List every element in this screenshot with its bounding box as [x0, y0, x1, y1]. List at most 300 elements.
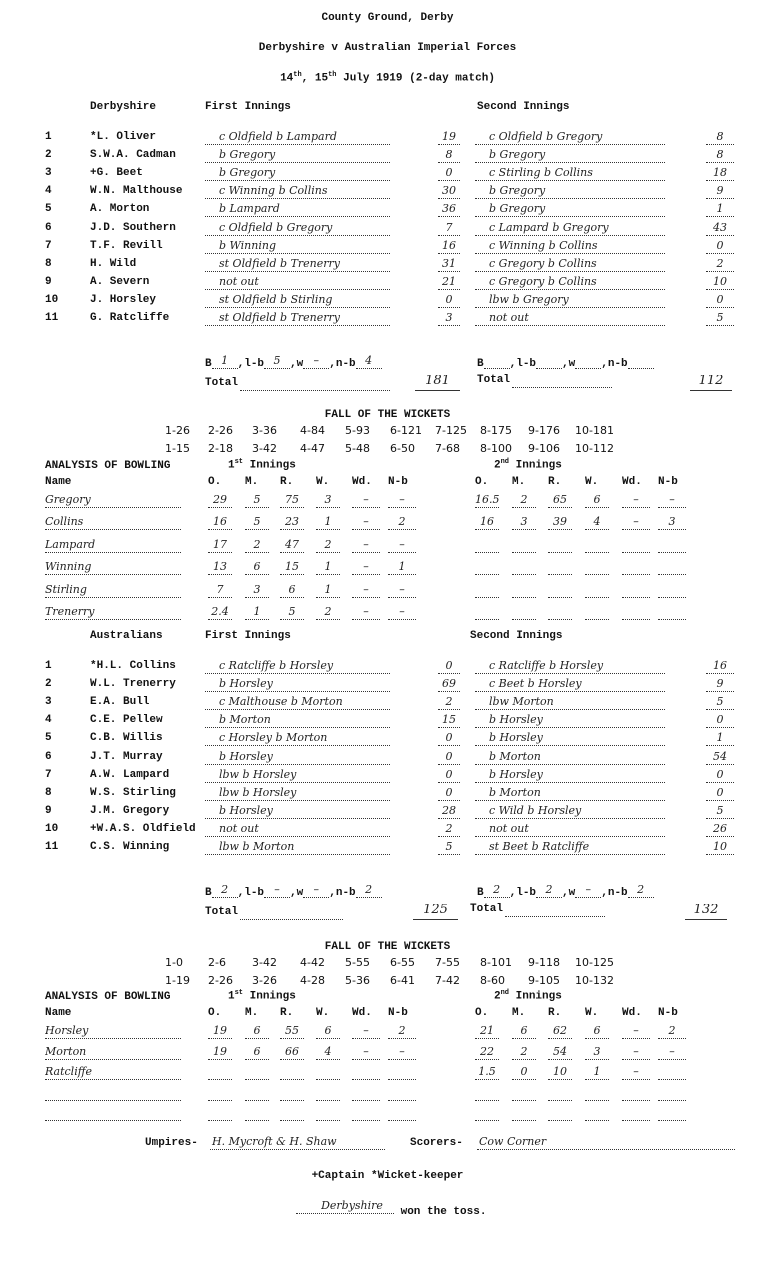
bowling-column-heading: W. [585, 1007, 599, 1019]
total-first-innings-value: 125 [423, 904, 448, 917]
bowling-figure [512, 584, 536, 598]
bowling-figure-value: 2 [398, 1025, 406, 1037]
bowler-name [45, 1087, 181, 1101]
bowling-figure-value: – [669, 1045, 675, 1058]
total-leader [240, 377, 390, 391]
bowling-figure [548, 539, 572, 553]
first-innings-heading: First Innings [205, 101, 291, 113]
bowling-figure [622, 539, 650, 553]
bowling-figure [475, 1046, 499, 1060]
bowling-figure [280, 584, 304, 598]
bowler-name-value: Collins [45, 516, 84, 529]
scorers-value: Cow Corner [479, 1136, 547, 1148]
batsman-name: W.S. Stirling [90, 786, 176, 799]
bowling-figure [245, 1087, 269, 1101]
dismissal-first-innings-value: st Oldfield b Trenerry [219, 257, 341, 270]
bowling-figure [280, 561, 304, 575]
bowling-figure [280, 1066, 304, 1080]
bowler-name-value: Gregory [45, 494, 91, 506]
bowling-figure-value: – [363, 606, 369, 618]
dismissal-first-innings [205, 714, 390, 728]
bowling-figure [658, 584, 686, 598]
bowling-figure [245, 606, 269, 620]
bowling-figure-value: 55 [285, 1025, 299, 1037]
batting-position: 4 [45, 185, 52, 198]
dismissal-second-innings-value: c Gregory b Collins [489, 275, 597, 288]
bowling-figure [316, 561, 340, 575]
bowling-figure [548, 1046, 572, 1060]
runs-first-innings [438, 149, 460, 163]
bowler-name-value: Lampard [45, 538, 96, 551]
extras-label: n-b [335, 358, 356, 370]
inn-no: 1 [228, 990, 235, 1003]
extras-label: w [568, 887, 576, 899]
fall-of-wicket: 3-42 [252, 442, 277, 455]
bowling-figure [316, 539, 340, 553]
bowling-figure [658, 561, 686, 575]
bowling-figure-value: 62 [553, 1025, 567, 1037]
extras-value-field [575, 355, 601, 369]
match-date: 14th, 15th July 1919 (2-day match) [280, 71, 495, 85]
bowling-figure [352, 1066, 380, 1080]
runs-first-innings-value: 69 [442, 678, 456, 691]
dismissal-first-innings [205, 805, 390, 819]
won-toss-label: won the toss. [400, 1206, 487, 1218]
dismissal-second-innings [475, 131, 665, 145]
bowling-figure [208, 494, 232, 508]
bowling-figure [622, 584, 650, 598]
dismissal-second-innings-value: c Lampard b Gregory [489, 221, 609, 234]
inn-no: 2 [494, 990, 501, 1003]
runs-second-innings [706, 805, 734, 819]
batting-position: 8 [45, 786, 52, 799]
total-label: Total [477, 374, 511, 386]
bowling-column-heading: Wd. [352, 476, 372, 488]
runs-first-innings-value: 0 [445, 732, 453, 745]
bowling-second-innings-heading [494, 989, 562, 1003]
runs-first-innings-value: 0 [445, 768, 453, 781]
runs-second-innings-value: 26 [713, 822, 727, 835]
dismissal-second-innings-value: b Morton [489, 750, 541, 763]
fall-of-wicket: 9-106 [528, 442, 560, 455]
bowling-figure [245, 1025, 269, 1039]
batsman-name: C.E. Pellew [90, 714, 163, 727]
runs-first-innings-value: 21 [442, 275, 456, 288]
extras-value: 2 [493, 884, 501, 896]
extras-value: 1 [221, 355, 229, 367]
legend: +Captain *Wicket-keeper [311, 1170, 464, 1182]
dismissal-second-innings-value: c Gregory b Collins [489, 257, 597, 270]
extras-value: 2 [545, 884, 553, 896]
runs-second-innings-value: 54 [713, 750, 727, 763]
bowler-name [45, 1046, 181, 1060]
extras-value-field [303, 884, 329, 898]
fall-of-wicket: 6-121 [390, 424, 422, 437]
extras-value-field [484, 355, 510, 369]
bowling-figure [316, 1087, 340, 1101]
dismissal-first-innings-value: c Oldfield b Lampard [219, 131, 337, 143]
runs-second-innings [706, 751, 734, 765]
dismissal-first-innings-value: b Lampard [219, 203, 280, 216]
runs-second-innings-value: 0 [716, 768, 724, 781]
runs-first-innings [438, 131, 460, 145]
fall-of-wicket: 5-48 [345, 442, 370, 455]
runs-first-innings [438, 678, 460, 692]
bowling-figure [475, 584, 499, 598]
bowling-figure [512, 516, 536, 530]
bowling-first-innings-heading [228, 458, 296, 472]
bowling-figure-value: 65 [553, 494, 567, 506]
fall-of-wicket: 5-36 [345, 974, 370, 987]
runs-second-innings [706, 823, 734, 837]
bowling-figure-value: 17 [213, 538, 227, 551]
dismissal-second-innings [475, 787, 665, 801]
extras-value-field [536, 355, 562, 369]
dismissal-first-innings [205, 841, 390, 855]
bowling-figure [280, 539, 304, 553]
bowling-figure [585, 606, 609, 620]
batting-position: 4 [45, 714, 52, 727]
runs-first-innings-value: 16 [442, 239, 456, 252]
runs-second-innings [706, 185, 734, 199]
extras-value: 2 [221, 884, 229, 896]
fall-of-wicket: 2-6 [208, 956, 226, 969]
runs-first-innings [438, 732, 460, 746]
runs-second-innings-value: 0 [716, 293, 724, 306]
runs-first-innings [438, 276, 460, 290]
bowling-column-heading: O. [475, 1007, 489, 1019]
fall-of-wicket: 8-101 [480, 956, 512, 969]
bowling-column-heading: W. [585, 476, 599, 488]
fall-of-wicket: 5-93 [345, 424, 370, 437]
inn-sup: nd [500, 458, 510, 466]
bowling-figure [280, 1025, 304, 1039]
fall-of-wicket: 6-50 [390, 442, 415, 455]
inn-no: 2 [494, 459, 501, 472]
dismissal-first-innings [205, 294, 390, 308]
extras-line-1: B 2 ,l-b – ,w – ,n-b 2 [205, 881, 382, 899]
total-leader [512, 374, 612, 388]
extras-value-field [356, 355, 382, 369]
dismissal-first-innings [205, 823, 390, 837]
date-sup: th [328, 71, 337, 79]
batsman-name: J.M. Gregory [90, 804, 170, 817]
dismissal-second-innings [475, 769, 665, 783]
batting-position: 9 [45, 804, 52, 817]
total-second-innings [690, 375, 732, 391]
bowling-figure [658, 1025, 686, 1039]
extras-value-field [212, 355, 238, 369]
extras-label: B [205, 887, 212, 899]
batting-position: 8 [45, 257, 52, 270]
runs-first-innings-value: 0 [445, 167, 453, 180]
runs-second-innings-value: 16 [713, 660, 727, 672]
bowling-figure [622, 1087, 650, 1101]
bowling-figure [280, 606, 304, 620]
fall-of-wicket: 1-0 [165, 956, 183, 969]
dismissal-second-innings-value: not out [489, 822, 529, 835]
bowling-figure [585, 516, 609, 530]
bowler-name [45, 539, 181, 553]
bowling-figure [388, 1087, 416, 1101]
bowling-figure-value: – [633, 1066, 639, 1078]
bowling-first-innings-heading [228, 989, 296, 1003]
second-innings-heading: Second Innings [477, 101, 570, 113]
extras-value-field [484, 884, 510, 898]
fall-of-wicket: 10-132 [575, 974, 614, 987]
extras-label: w [296, 887, 304, 899]
umpires-field [210, 1136, 385, 1150]
date-day1: 14 [280, 72, 294, 85]
bowling-figure [512, 1066, 536, 1080]
bowling-figure-value: – [399, 494, 405, 506]
dismissal-first-innings [205, 660, 390, 674]
batting-position: 3 [45, 167, 52, 180]
runs-second-innings [706, 714, 734, 728]
fall-of-wicket: 3-42 [252, 956, 277, 969]
first-innings-heading: First Innings [205, 630, 291, 642]
bowling-figure [548, 606, 572, 620]
bowling-figure-value: 4 [593, 516, 601, 529]
dismissal-second-innings-value: lbw Morton [489, 696, 554, 709]
batsman-name: C.S. Winning [90, 841, 170, 853]
batting-position: 1 [45, 131, 52, 143]
bowling-figure [280, 1107, 304, 1121]
bowling-figure [585, 1025, 609, 1039]
bowling-figure-value: 6 [324, 1025, 332, 1037]
runs-second-innings-value: 2 [716, 257, 724, 270]
dismissal-second-innings [475, 222, 665, 236]
extras-line-1: B 1 ,l-b 5 ,w – ,n-b 4 [205, 352, 382, 370]
toss-winner: Derbyshire [321, 1200, 383, 1212]
runs-first-innings-value: 15 [442, 714, 456, 727]
extras-label: B [477, 887, 484, 899]
runs-second-innings-value: 0 [716, 714, 724, 727]
bowling-column-heading: M. [245, 476, 259, 488]
bowling-column-heading: W. [316, 1007, 330, 1019]
bowling-figure [352, 539, 380, 553]
runs-second-innings-value: 5 [716, 804, 724, 817]
bowling-column-heading: N-b [388, 476, 408, 488]
runs-first-innings [438, 294, 460, 308]
inn-label: Innings [515, 459, 562, 472]
batsman-name: E.A. Bull [90, 696, 150, 709]
bowling-figure-value: 3 [324, 494, 332, 506]
batsman-name: A. Morton [90, 203, 150, 216]
bowling-figure [388, 494, 416, 508]
dismissal-second-innings-value: c Wild b Horsley [489, 804, 582, 817]
bowling-figure-value: 2 [398, 516, 406, 529]
bowling-figure [316, 516, 340, 530]
runs-first-innings-value: 0 [445, 750, 453, 763]
team-name: Australians [90, 630, 163, 642]
runs-second-innings-value: 0 [716, 239, 724, 252]
fall-of-wicket: 10-112 [575, 442, 614, 455]
bowling-figure-value: 5 [253, 516, 261, 529]
bowling-figure [512, 1025, 536, 1039]
bowling-figure-value: 6 [288, 583, 296, 596]
fall-of-wicket: 7-68 [435, 442, 460, 455]
dismissal-first-innings [205, 258, 390, 272]
runs-first-innings [438, 312, 460, 326]
dismissal-first-innings [205, 222, 390, 236]
batting-position: 3 [45, 696, 52, 709]
bowling-figure-value: 6 [593, 494, 601, 506]
runs-first-innings-value: 28 [442, 804, 456, 817]
bowling-figure-value: 6 [253, 1045, 261, 1058]
bowling-figure [245, 539, 269, 553]
extras-value-field [575, 884, 601, 898]
umpires-label: Umpires- [145, 1137, 198, 1149]
bowling-figure [658, 1046, 686, 1060]
fall-of-wicket: 9-176 [528, 424, 560, 437]
bowling-figure [548, 584, 572, 598]
date-sup: th [293, 71, 302, 79]
extras-value-field [628, 355, 654, 369]
bowling-figure [208, 1046, 232, 1060]
bowling-figure [548, 1066, 572, 1080]
bowling-figure [316, 1107, 340, 1121]
bowling-figure [475, 539, 499, 553]
dismissal-first-innings [205, 240, 390, 254]
runs-second-innings [706, 131, 734, 145]
fall-of-wicket: 8-175 [480, 424, 512, 437]
scorers-field [477, 1136, 735, 1150]
fall-of-wicket: 9-105 [528, 974, 560, 987]
total-leader [240, 906, 343, 920]
dismissal-first-innings-value: not out [219, 275, 259, 288]
analysis-heading: ANALYSIS OF BOWLING [45, 991, 171, 1003]
dismissal-first-innings-value: b Gregory [219, 149, 276, 162]
bowling-figure-value: 1 [324, 561, 332, 574]
bowling-figure [548, 1107, 572, 1121]
total-first-innings [413, 904, 458, 920]
bowling-figure-value: 6 [253, 561, 261, 574]
bowling-figure [208, 516, 232, 530]
extras-label: w [296, 358, 304, 370]
bowling-column-heading: Wd. [352, 1007, 372, 1019]
bowling-figure-value: 1 [324, 516, 332, 529]
bowling-figure [622, 561, 650, 575]
dismissal-first-innings [205, 696, 390, 710]
bowling-figure [388, 1107, 416, 1121]
dismissal-second-innings-value: b Horsley [489, 768, 543, 781]
bowling-figure [208, 1025, 232, 1039]
extras-value-field [628, 884, 654, 898]
bowler-name [45, 606, 181, 620]
dismissal-first-innings-value: not out [219, 822, 259, 835]
bowling-figure [548, 1087, 572, 1101]
fall-of-wicket: 8-60 [480, 974, 505, 987]
runs-second-innings-value: 1 [716, 203, 724, 216]
dismissal-second-innings-value: st Beet b Ratcliffe [489, 841, 590, 853]
fall-of-wicket: 4-47 [300, 442, 325, 455]
dismissal-first-innings-value: b Gregory [219, 167, 276, 180]
bowling-figure-value: 2 [324, 606, 332, 618]
bowling-figure [622, 1046, 650, 1060]
runs-second-innings [706, 769, 734, 783]
bowling-figure-value: 39 [553, 516, 567, 529]
extras-value: – [313, 884, 319, 896]
bowling-figure-value: – [363, 494, 369, 506]
bowling-figure [622, 1025, 650, 1039]
dismissal-second-innings [475, 805, 665, 819]
extras-value-field [356, 884, 382, 898]
toss-winner-field [296, 1200, 394, 1214]
bowling-figure-value: – [363, 538, 369, 551]
dismissal-second-innings [475, 660, 665, 674]
inn-sup: st [234, 989, 244, 997]
dismissal-first-innings-value: c Ratcliffe b Horsley [219, 660, 334, 672]
bowling-figure-value: 1.5 [478, 1066, 496, 1078]
bowling-figure-value: – [633, 516, 639, 529]
bowling-figure-value: 13 [213, 561, 227, 574]
dismissal-second-innings [475, 240, 665, 254]
bowling-figure-value: 4 [324, 1045, 332, 1058]
bowling-figure-value: – [633, 1025, 639, 1037]
bowling-figure-value: 19 [213, 1045, 227, 1058]
bowling-figure [245, 1066, 269, 1080]
bowling-figure-value: 2 [253, 538, 261, 551]
bowling-figure-value: 29 [213, 494, 227, 506]
runs-second-innings [706, 696, 734, 710]
runs-first-innings [438, 222, 460, 236]
bowling-column-heading: R. [548, 476, 562, 488]
bowling-figure-value: – [399, 1045, 405, 1058]
extras-label: n-b [335, 887, 356, 899]
dismissal-second-innings [475, 678, 665, 692]
extras-value: – [313, 355, 319, 367]
bowling-figure [512, 1046, 536, 1060]
bowling-figure [352, 584, 380, 598]
bowling-figure [475, 494, 499, 508]
bowling-figure [585, 539, 609, 553]
bowling-figure-value: 3 [668, 516, 676, 529]
runs-first-innings-value: 2 [445, 696, 453, 709]
bowling-column-heading: M. [245, 1007, 259, 1019]
runs-second-innings-value: 43 [713, 221, 727, 234]
bowling-figure [585, 1066, 609, 1080]
bowling-figure-value: – [363, 561, 369, 574]
bowling-figure [622, 606, 650, 620]
inn-no: 1 [228, 459, 235, 472]
extras-value-field [264, 355, 290, 369]
bowling-figure-value: 47 [285, 538, 299, 551]
second-innings-heading: Second Innings [470, 630, 563, 642]
bowling-figure [585, 1107, 609, 1121]
bowling-figure [208, 606, 232, 620]
batting-position: 10 [45, 293, 59, 306]
fall-of-wicket: 1-19 [165, 974, 190, 987]
analysis-heading: ANALYSIS OF BOWLING [45, 460, 171, 472]
bowling-figure [548, 561, 572, 575]
bowler-name [45, 1107, 181, 1121]
runs-second-innings-value: 8 [716, 149, 724, 162]
bowler-name-value: Morton [45, 1045, 87, 1058]
dismissal-second-innings [475, 312, 665, 326]
scorers-label: Scorers- [410, 1137, 463, 1149]
bowling-figure [352, 1046, 380, 1060]
dismissal-second-innings-value: b Gregory [489, 203, 546, 216]
dismissal-second-innings [475, 751, 665, 765]
runs-second-innings [706, 203, 734, 217]
batting-position: 2 [45, 678, 52, 691]
bowling-figure [658, 516, 686, 530]
runs-second-innings-value: 10 [713, 841, 727, 853]
runs-second-innings [706, 787, 734, 801]
bowling-figure [475, 516, 499, 530]
bowling-figure [658, 539, 686, 553]
